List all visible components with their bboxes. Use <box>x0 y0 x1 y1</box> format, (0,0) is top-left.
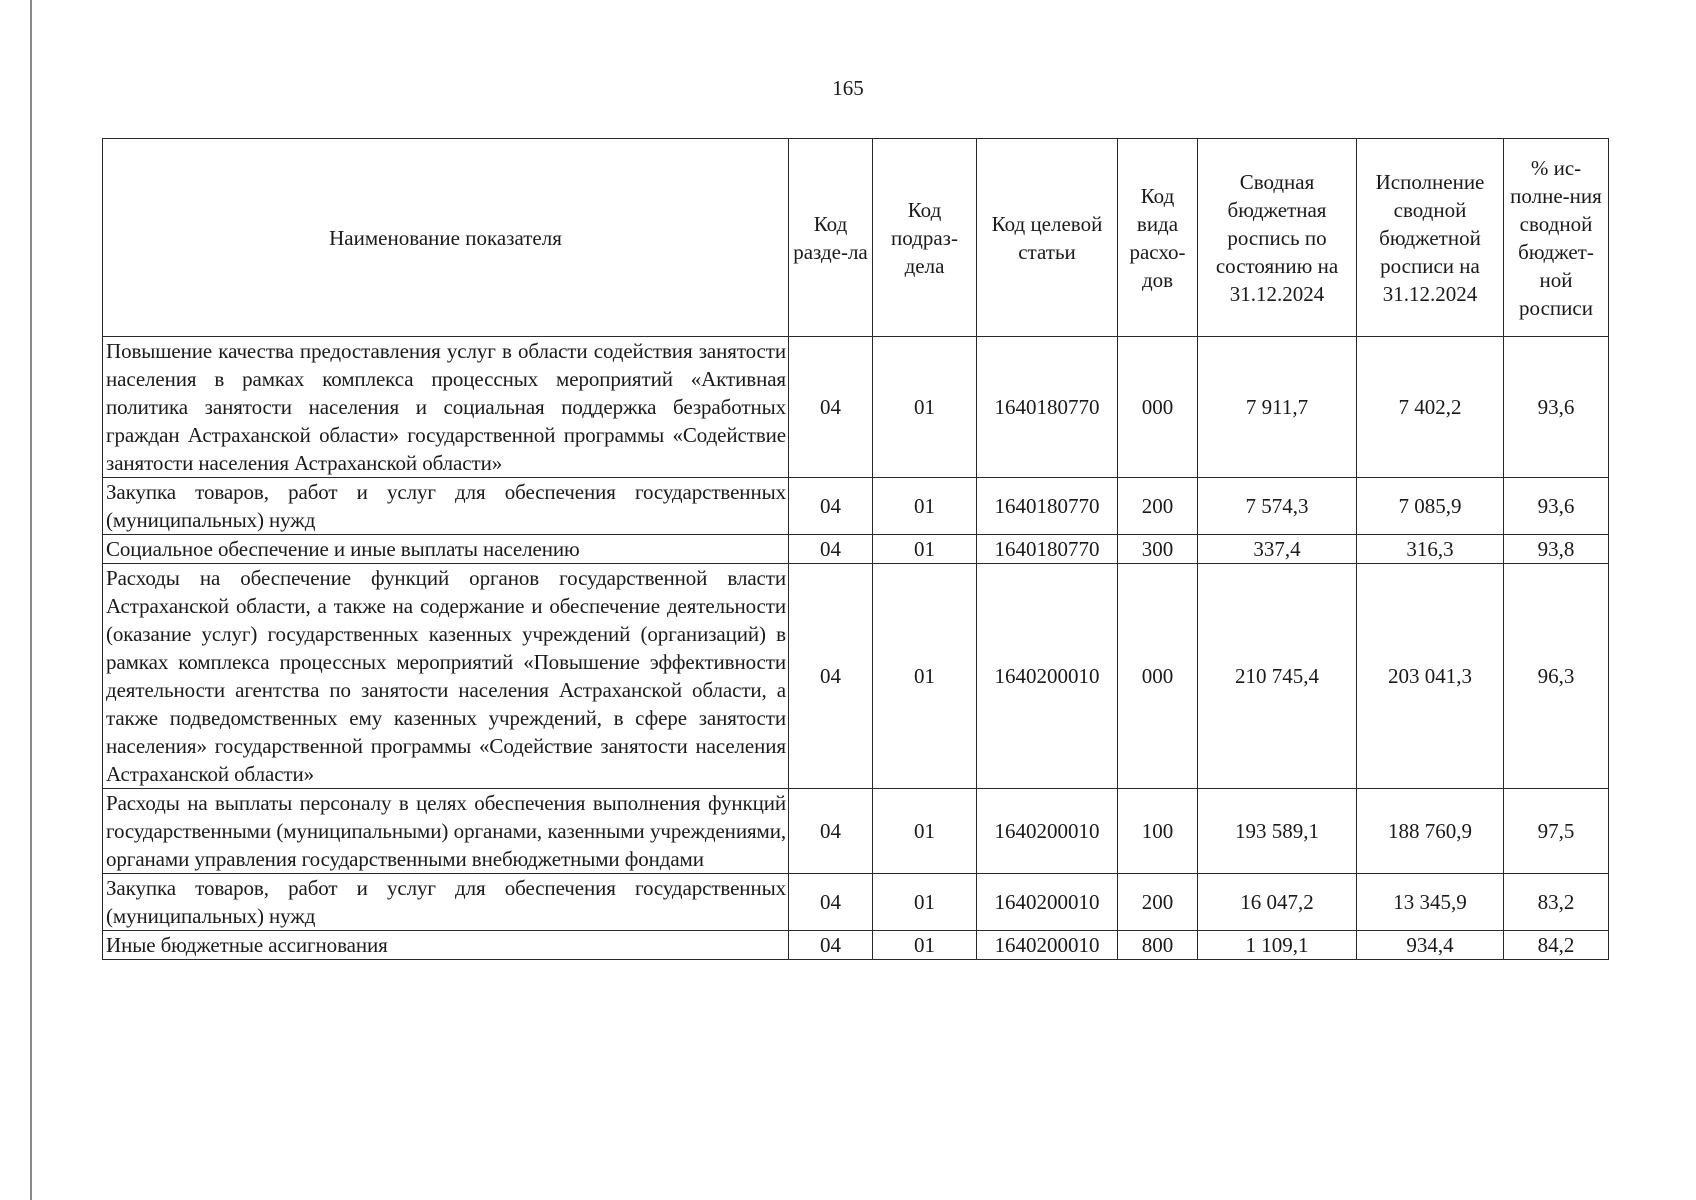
row-target: 1640180770 <box>977 535 1118 564</box>
row-subsection: 01 <box>873 931 977 960</box>
row-execution: 7 402,2 <box>1357 337 1504 478</box>
row-plan: 193 589,1 <box>1198 789 1357 874</box>
row-percent: 93,6 <box>1504 337 1609 478</box>
row-target: 1640200010 <box>977 564 1118 789</box>
row-name: Закупка товаров, работ и услуг для обеспечения государственных (муниципальных) нужд <box>103 874 789 931</box>
row-percent: 83,2 <box>1504 874 1609 931</box>
row-percent: 97,5 <box>1504 789 1609 874</box>
row-target: 1640200010 <box>977 789 1118 874</box>
row-expense-type: 200 <box>1118 874 1198 931</box>
budget-execution-table <box>102 138 1609 960</box>
row-name: Повышение качества предоставления услуг в области содействия занятости населения в рамках комплекса процессных мероприятий «Активная политика занятости населения и социальная поддержка безработных граждан Астраханской области» государственной программы «Содействие занятости населения Астраханской области» <box>103 337 789 478</box>
table-row <box>103 478 1609 535</box>
row-expense-type: 000 <box>1118 564 1198 789</box>
row-expense-type: 000 <box>1118 337 1198 478</box>
header-budget-execution: Исполнение сводной бюджетной росписи на 31.12.2024 <box>1357 139 1504 337</box>
row-execution: 188 760,9 <box>1357 789 1504 874</box>
header-expense-type-code: Код вида расхо-дов <box>1118 139 1198 337</box>
row-execution: 934,4 <box>1357 931 1504 960</box>
row-section: 04 <box>789 337 873 478</box>
row-target: 1640180770 <box>977 337 1118 478</box>
row-execution: 7 085,9 <box>1357 478 1504 535</box>
row-percent: 93,6 <box>1504 478 1609 535</box>
page-number: 165 <box>832 76 864 100</box>
table-row <box>103 789 1609 874</box>
row-target: 1640180770 <box>977 478 1118 535</box>
row-subsection: 01 <box>873 789 977 874</box>
row-expense-type: 100 <box>1118 789 1198 874</box>
row-name: Иные бюджетные ассигнования <box>103 931 789 960</box>
row-name: Расходы на обеспечение функций органов государственной власти Астраханской области, а также на содержание и обеспечение деятельности (оказание услуг) государственных казенных учреждений (организаций) в рамках комплекса процессных мероприятий «Повышение эффективности деятельности агентства по занятости населения Астраханской области, а также подведомственных ему казенных учреждений, в сфере занятости населения» государственной программы «Содействие занятости населения Астраханской области» <box>103 564 789 789</box>
table-row <box>103 564 1609 789</box>
row-name: Расходы на выплаты персоналу в целях обеспечения выполнения функций государственными (муниципальными) органами, казенными учреждениями, органами управления государственными внебюджетными фондами <box>103 789 789 874</box>
table-row <box>103 931 1609 960</box>
row-subsection: 01 <box>873 478 977 535</box>
row-section: 04 <box>789 874 873 931</box>
row-section: 04 <box>789 931 873 960</box>
row-section: 04 <box>789 478 873 535</box>
header-subsection-code: Код подраз-дела <box>873 139 977 337</box>
row-target: 1640200010 <box>977 874 1118 931</box>
row-percent: 96,3 <box>1504 564 1609 789</box>
row-plan: 16 047,2 <box>1198 874 1357 931</box>
table-row <box>103 535 1609 564</box>
row-percent: 93,8 <box>1504 535 1609 564</box>
table-header-row <box>103 139 1609 337</box>
row-section: 04 <box>789 535 873 564</box>
scan-edge-line <box>30 0 32 1200</box>
row-plan: 1 109,1 <box>1198 931 1357 960</box>
row-percent: 84,2 <box>1504 931 1609 960</box>
row-name: Закупка товаров, работ и услуг для обеспечения государственных (муниципальных) нужд <box>103 478 789 535</box>
row-execution: 203 041,3 <box>1357 564 1504 789</box>
row-subsection: 01 <box>873 535 977 564</box>
row-plan: 7 574,3 <box>1198 478 1357 535</box>
row-section: 04 <box>789 564 873 789</box>
table-row <box>103 874 1609 931</box>
header-section-code: Код разде-ла <box>789 139 873 337</box>
row-section: 04 <box>789 789 873 874</box>
row-name: Социальное обеспечение и иные выплаты населению <box>103 535 789 564</box>
row-expense-type: 300 <box>1118 535 1198 564</box>
row-subsection: 01 <box>873 337 977 478</box>
row-target: 1640200010 <box>977 931 1118 960</box>
row-expense-type: 200 <box>1118 478 1198 535</box>
row-plan: 7 911,7 <box>1198 337 1357 478</box>
header-execution-percent: % ис-полне-ния сводной бюджет-ной росписи <box>1504 139 1609 337</box>
row-plan: 337,4 <box>1198 535 1357 564</box>
row-execution: 316,3 <box>1357 535 1504 564</box>
row-subsection: 01 <box>873 564 977 789</box>
row-execution: 13 345,9 <box>1357 874 1504 931</box>
header-budget-plan: Сводная бюджетная роспись по состоянию на 31.12.2024 <box>1198 139 1357 337</box>
table-row <box>103 337 1609 478</box>
header-target-code: Код целевой статьи <box>977 139 1118 337</box>
row-subsection: 01 <box>873 874 977 931</box>
row-expense-type: 800 <box>1118 931 1198 960</box>
header-name: Наименование показателя <box>103 139 789 337</box>
row-plan: 210 745,4 <box>1198 564 1357 789</box>
